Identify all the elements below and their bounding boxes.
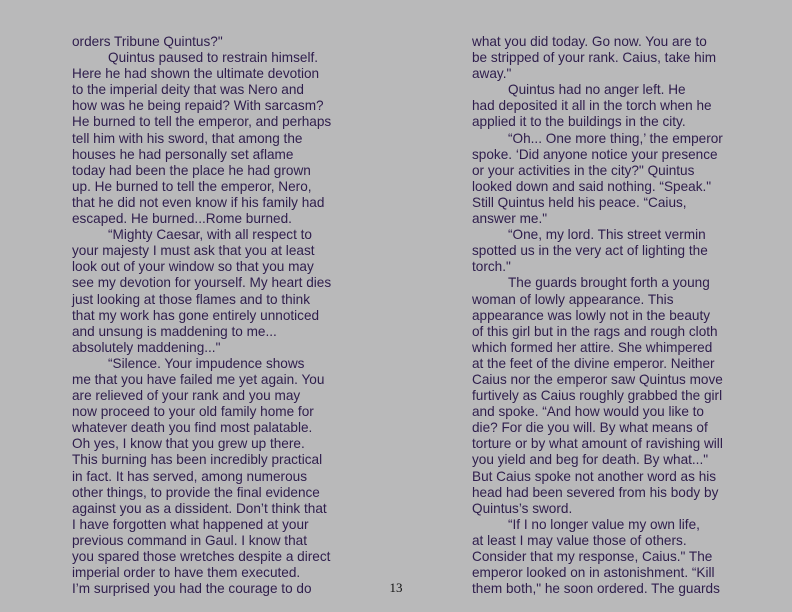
text-line: just looking at those flames and to think: [72, 291, 311, 307]
text-line: spotted us in the very act of lighting the: [472, 243, 708, 259]
text-line: which formed her attire. She whimpered: [472, 339, 713, 355]
text-line: be stripped of your rank. Caius, take him: [472, 50, 717, 66]
text-line: you spared those wretches despite a direct: [72, 549, 331, 564]
text-line: I’m surprised you had the courage to do: [72, 581, 312, 597]
text-line: escaped. He burned...Rome burned.: [72, 211, 292, 227]
text-line: Caius nor the emperor saw Quintus move: [472, 371, 723, 387]
text-line: He burned to tell the emperor, and perhaps: [72, 114, 332, 130]
text-line: appearance was lowly not in the beauty: [472, 307, 711, 323]
text-line: see my devotion for yourself. My heart dies: [72, 275, 332, 291]
text-line: how was he being repaid? With sarcasm?: [72, 98, 324, 114]
text-line: away.": [472, 66, 512, 82]
page-number: 13: [389, 580, 403, 595]
text-line: of this girl but in the rags and rough cloth: [472, 323, 718, 339]
text-line: torch.": [472, 259, 511, 275]
text-line: furtively as Caius roughly grabbed the girl: [472, 388, 723, 404]
text-line: now proceed to your old family home for: [72, 404, 314, 420]
text-line: orders Tribune Quintus?": [72, 34, 223, 49]
text-line: applied it to the buildings in the city.: [472, 114, 686, 130]
text-line: spoke. ‘Did anyone notice your presence: [472, 146, 718, 162]
text-line: Consider that my response, Caius." The: [472, 549, 713, 564]
text-line: But Caius spoke not another word as his: [472, 468, 717, 484]
text-line: had deposited it all in the torch when he: [472, 98, 712, 114]
text-line: Here he had shown the ultimate devotion: [72, 66, 320, 82]
text-line: Still Quintus held his peace. “Caius,: [472, 194, 687, 210]
text-line: Oh yes, I know that you grew up there.: [72, 436, 305, 452]
text-line: looked down and said nothing. “Speak.": [472, 178, 712, 194]
text-line: woman of lowly appearance. This: [472, 291, 674, 307]
text-line: what you did today. Go now. You are to: [472, 34, 707, 49]
text-line: your majesty I must ask that you at least: [72, 243, 315, 259]
text-line: houses he had personally set aflame: [72, 146, 294, 162]
text-line: “Oh... One more thing,’ the emperor: [508, 130, 723, 146]
text-line: imperial order to have them executed.: [72, 565, 301, 581]
text-line: other things, to provide the final evidence: [72, 484, 320, 500]
text-line: This burning has been incredibly practical: [72, 452, 323, 468]
text-line: up. He burned to tell the emperor, Nero,: [72, 178, 312, 194]
text-line: Quintus had no anger left. He: [508, 82, 686, 98]
text-line: head had been severed from his body by: [472, 484, 719, 500]
text-line: look out of your window so that you may: [72, 259, 314, 275]
text-line: Quintus paused to restrain himself.: [108, 50, 319, 66]
text-line: in fact. It has served, among numerous: [72, 468, 307, 484]
text-line: at least I may value those of others.: [472, 532, 687, 548]
text-line: emperor looked on in astonishment. “Kill: [472, 565, 715, 581]
text-line: or your activities in the city?" Quintus: [472, 162, 695, 178]
text-line: “One, my lord. This street vermin: [508, 227, 706, 243]
text-line: torture or by what amount of ravishing will: [472, 436, 723, 452]
text-line: are relieved of your rank and you may: [72, 388, 301, 404]
text-line: today had been the place he had grown: [72, 162, 311, 178]
right-text-column: [472, 34, 723, 597]
text-line: I have forgotten what happened at your: [72, 516, 309, 532]
text-line: The guards brought forth a young: [508, 275, 710, 291]
text-line: previous command in Gaul. I know that: [72, 532, 307, 548]
text-line: you yield and beg for death. By what...": [472, 452, 709, 468]
text-line: “If I no longer value my own life,: [508, 516, 700, 532]
text-line: whatever death you find most palatable.: [72, 420, 313, 436]
text-line: against you as a dissident. Don’t think that: [72, 500, 327, 516]
text-line: answer me.": [472, 211, 548, 227]
text-line: to the imperial deity that was Nero and: [72, 82, 304, 98]
text-line: me that you have failed me yet again. You: [72, 371, 325, 387]
text-line: tell him with his sword, that among the: [72, 130, 303, 146]
text-line: them both," he soon ordered. The guards: [472, 581, 720, 597]
text-line: die? For die you will. By what means of: [472, 420, 708, 436]
text-line: “Mighty Caesar, with all respect to: [108, 227, 312, 243]
text-line: at the feet of the divine emperor. Neither: [472, 355, 715, 371]
text-line: “Silence. Your impudence shows: [108, 355, 305, 371]
text-line: and unsung is maddening to me...: [72, 323, 277, 339]
text-line: absolutely maddening...": [72, 339, 221, 355]
left-text-column: [72, 34, 331, 597]
text-line: Quintus’s sword.: [472, 500, 573, 516]
text-line: and spoke. “And how would you like to: [472, 404, 704, 420]
text-line: that he did not even know if his family had: [72, 194, 325, 210]
text-line: that my work has gone entirely unnoticed: [72, 307, 320, 323]
